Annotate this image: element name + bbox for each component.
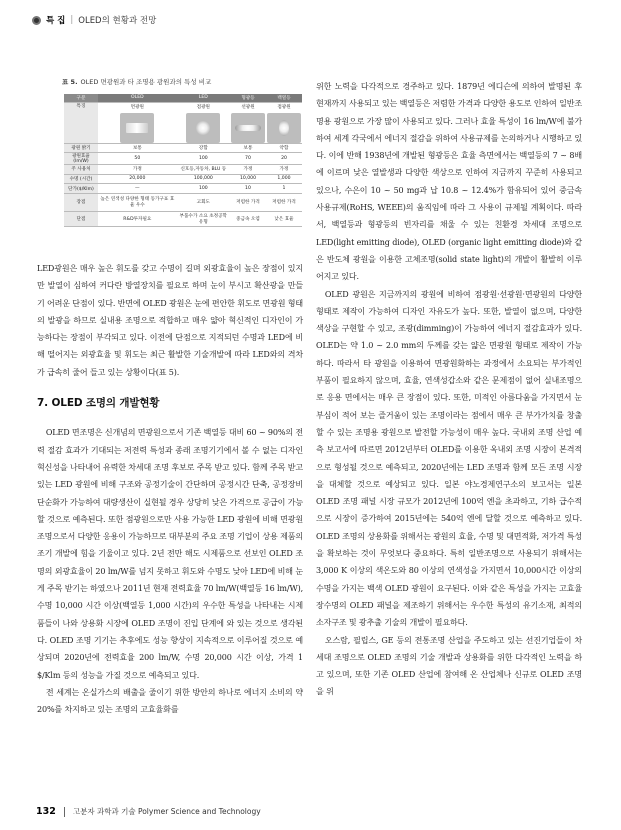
oled-panel-photo xyxy=(120,113,154,143)
table-cell: 낮은 효율 xyxy=(266,211,302,226)
left-column xyxy=(37,260,303,718)
table-cell: 100 xyxy=(177,184,230,194)
table-cell: 약함 xyxy=(266,143,302,153)
table-cell: 가정 xyxy=(230,165,266,175)
table-cell: 저렴한 가격 xyxy=(230,193,266,211)
table-cell: R&D투자필요 xyxy=(98,211,177,226)
table-caption-text: OLED 면광원과 타 조명용 광원과의 특성 비교 xyxy=(80,78,212,86)
table-cell: 강함 xyxy=(177,143,230,153)
table-header-cell: OLED xyxy=(98,94,177,102)
image-label: 면광원 xyxy=(130,104,144,110)
table-cell: 보통 xyxy=(98,143,177,153)
table-header-cell: 백열등 xyxy=(266,94,302,102)
footer-divider xyxy=(64,807,65,817)
table-cell: 가정 xyxy=(98,165,177,175)
table-cell: 1,000 xyxy=(266,174,302,184)
table-cell: 부품수가 소요 초정공학유형 xyxy=(177,211,230,226)
table-cell: 가정 xyxy=(266,165,302,175)
table-row-header: 단가($/Klm) xyxy=(64,184,98,194)
image-label: 점광원 xyxy=(196,104,210,110)
table-cell: 보통 xyxy=(230,143,266,153)
table-header-cell: LED xyxy=(177,94,230,102)
table-cell: 10,000 xyxy=(230,174,266,184)
table-row xyxy=(64,193,302,211)
section-heading: 7. OLED 조명의 개발현황 xyxy=(37,397,160,410)
table-cell: 50 xyxy=(98,153,177,165)
body-paragraph: LED광원은 매우 높은 휘도를 갖고 수명이 길며 외광효율이 높은 장점이 있지만 발열이 심하여 커다란 방열장치를 필요로 하며 눈이 부시고 확산광을 만들기 어려운 단점이 있다. 반면에 OLED 광원은 눈에 편안한 휘도로 면광원 형태의 발광을 하므로 실내용 조명으로 적합하고 매우 얇아 혁신적인 디자인이 가능하다는 장점이 부각되고 있다. 이전에 단점으로 지적되던 수명과 LED에 비해 떨어지는 외광효율 및 휘도는 최근 활발한 기술개발에 따라 LED와의 격차가 급속히 줄어 들고 있는 상황이다(표 5). xyxy=(37,264,304,377)
journal-name: 고분자 과학과 기술 Polymer Science and Technology xyxy=(72,807,261,816)
table-header-cell: 구분 xyxy=(64,94,98,102)
header-separator: | xyxy=(70,15,74,25)
table-cell: 20 xyxy=(266,153,302,165)
table-row xyxy=(64,211,302,226)
table-row-header: 단점 xyxy=(64,211,98,226)
table-row-header: 광원효율 (lm/W) xyxy=(64,153,98,165)
body-paragraph: 전 세계는 온실가스의 배출을 줄이기 위한 방안의 하나로 에너지 소비의 약 20%를 차지하고 있는 조명의 고효율화를 xyxy=(37,687,303,715)
body-paragraph: 위한 노력을 다각적으로 경주하고 있다. 1879년 에디슨에 의하여 발명된 후 현재까지 사용되고 있는 백열등은 저렴한 가격과 다양한 용도로 인하여 일반조명용 광원으로 가장 많이 사용되고 있다. 그러나 효율 특성이 16 lm/W에 불가하여 세계 각국에서 에너지 절감을 위하여 사용규제를 논의하거나 시행하고 있다. 이에 반해 1938년에 개발된 형광등은 효율 측면에서는 백열등의 7 ~ 8배에 이르며 낮은 열발생과 다양한 색상으로 인하여 지금까지 꾸준히 사용되고 있으나, 수은이 10 ~ 50 mg과 납 10.8 ~ 12.4%가 함유되어 있어 중금속 사용규제(RoHS, WEEE)의 움직임에 따라 그 사용이 규제될 계획이다. 따라서, 백열등과 형광등의 빈자리를 채울 수 있는 친환경 차세대 조명으로 LED(light emitting diode), OLED (organic light emitting diode)와 같은 반도체 광원을 이용한 고체조명(solid state light)의 개발이 활발히 이루어지고 있다. xyxy=(316,82,582,282)
table-cell: 고회도 xyxy=(177,193,230,211)
table-cell: 10 xyxy=(230,184,266,194)
body-paragraph: OLED 면조명은 신개념의 면광원으로서 기존 백열등 대비 60 ~ 90%의 전력 절감 효과가 기대되는 저전력 특성과 종래 조명기기에서 볼 수 없는 디자인 혁신성을 나타내어 유력한 차세대 조명 후보로 주목 받고 있다. 함께 주목 받고 있는 LED 광원에 비해 구조와 공정기술이 간단하며 공정시간 단축, 공정장비 단순화가 가능하여 대량생산이 실현될 경우 상당히 낮은 가격으로 공급이 가능할 것으로 예측된다. 또한 점광원으로만 사용 가능한 LED 광원에 비해 면광원 조명으로서 다양한 응용이 가능하므로 대부분의 주요 조명 기업이 상용 제품의 조기 개발에 힘을 기울이고 있다. 2년 전만 해도 시제품으로 선보인 OLED 조명의 외광효율이 20 lm/W를 넘지 못하고 휘도와 수명도 낮아 LED에 비해 눈게 주목 받기는 하였으나 2011년 현재 전력효율 70 lm/W(백열등 16 lm/W), 수명 10,000 시간 이상(백열등 1,000 시간)의 우수한 특성을 나타내는 시제품들이 나와 상용화 시장에 OLED 조명이 진입 단계에 와 있는 것으로 생각된다. OLED 조명 기기는 추후에도 성능 향상이 지속적으로 이루어질 것으로 예상되며 2020년에 전력효율 200 lm/W, 수명 20,000 시간 이상, 가격 1 $/Klm 등의 성능을 가질 것으로 예측되고 있다. xyxy=(37,428,303,680)
table-row-header: 수명 (시간) xyxy=(64,174,98,184)
table-row xyxy=(64,165,302,175)
body-paragraph: 오스람, 필립스, GE 등의 전통조명 산업을 주도하고 있는 선진기업들이 차세대 조명으로 OLED 조명의 기술 개발과 상용화를 위한 다각적인 노력을 하고 있으며, 또한 기존 OLED 산업에 참여해 온 산업체나 신규로 OLED 조명을 위 xyxy=(316,635,582,697)
led-bulb-photo xyxy=(186,113,220,143)
image-label: 선광원 xyxy=(241,104,255,110)
table-cell: 중금속 오염 xyxy=(230,211,266,226)
table-cell xyxy=(98,102,177,143)
table-caption-label: 표 5. xyxy=(62,78,78,86)
table-cell: 20,000 xyxy=(98,174,177,184)
page-footer xyxy=(36,806,261,817)
table-row-header: 광원 밝기 xyxy=(64,143,98,153)
page-number: 132 xyxy=(36,806,56,817)
table-cell xyxy=(230,102,266,143)
table-cell: 높은 연색성 다양한 형태 동가구표 효율 우수 xyxy=(98,193,177,211)
image-label: 점광원 xyxy=(277,104,291,110)
table-cell: 신호등,자동차, BLU 등 xyxy=(177,165,230,175)
running-header xyxy=(32,14,156,26)
table-row xyxy=(64,153,302,165)
right-column xyxy=(316,78,582,701)
table-cell: — xyxy=(98,184,177,194)
section-tag: 특 집 xyxy=(46,16,66,26)
table-cell xyxy=(266,102,302,143)
table-cell: 저렴한 가격 xyxy=(266,193,302,211)
table-caption xyxy=(62,77,211,86)
table-row xyxy=(64,174,302,184)
comparison-table xyxy=(64,94,302,227)
table-cell: 70 xyxy=(230,153,266,165)
body-paragraph: OLED 광원은 지금까지의 광원에 비하여 점광원·선광원·면광원의 다양한 형태로 제작이 가능하여 디자인 자유도가 높다. 또한, 발열이 없으며, 다양한 색상을 구현할 수 있고, 조광(dimming)이 가능하여 에너지 절감효과가 있다. OLED는 약 1.0 ~ 2.0 mm의 두께를 갖는 얇은 면광원 형태로 제작이 가능하다. 따라서 타 광원을 이용하여 면광원화하는 과정에서 소요되는 부가적인 부품이 필요하지 않으며, 효율, 연색성갑소와 같은 문제점이 없어 실내조명으로 응용 면에서는 매우 큰 장점이 있다. 또한, 미적인 아름다움을 가지면서 눈부심이 적어 보는 즐거움이 있는 조명이라는 점에서 매우 큰 부가가치를 창출할 수 있는 조명용 광원으로 발전할 가능성이 매우 높다. 국내외 조명 산업 예측 보고서에 따르면 2012년부터 OLED를 이용한 옥내외 조명 시장이 본격적으로 형성될 것으로 예측되고, 2020년에는 LED 조명과 함께 모든 조명 시장을 대체할 것으로 예상되고 있다. 일본 야노경제연구소의 보고서는 일본 OLED 조명 패널 시장 규모가 2012년에 100억 엔을 초과하고, 기하 급수적으로 시장이 증가하여 2015년에는 540억 엔에 달할 것으로 예측하고 있다. OLED 조명의 상용화를 위해서는 광원의 효율, 수명 및 대면적화, 저가격 특성을 확보하는 것이 무엇보다 중요하다. 특히 일반조명으로 사용되기 위해서는 3,000 K 이상의 색온도와 80 이상의 연색성을 가지면서 10,000시간 이상의 수명을 가지는 백색 OLED 광원이 요구된다. 이와 같은 특성을 가지는 고효율 장수명의 OLED 패널을 제조하기 위해서는 우수한 특성의 유기소재, 최적의 소자구조 및 광추출 기술의 개발이 필요하다. xyxy=(316,289,583,628)
table-row-header: 주 사용처 xyxy=(64,165,98,175)
table-cell: 1 xyxy=(266,184,302,194)
incandescent-bulb-photo xyxy=(267,113,301,143)
table-row-header: 장점 xyxy=(64,193,98,211)
table-header-cell: 형광등 xyxy=(230,94,266,102)
fluorescent-tube-photo xyxy=(231,113,265,143)
gear-icon xyxy=(32,16,41,25)
table-header-row xyxy=(64,94,302,102)
table-row xyxy=(64,184,302,194)
table-cell xyxy=(177,102,230,143)
table-cell: 100 xyxy=(177,153,230,165)
header-title: OLED의 현황과 전망 xyxy=(78,16,157,26)
table-row xyxy=(64,143,302,153)
table-row-header: 특징 xyxy=(64,102,98,143)
table-cell: 100,000 xyxy=(177,174,230,184)
table-row xyxy=(64,102,302,143)
